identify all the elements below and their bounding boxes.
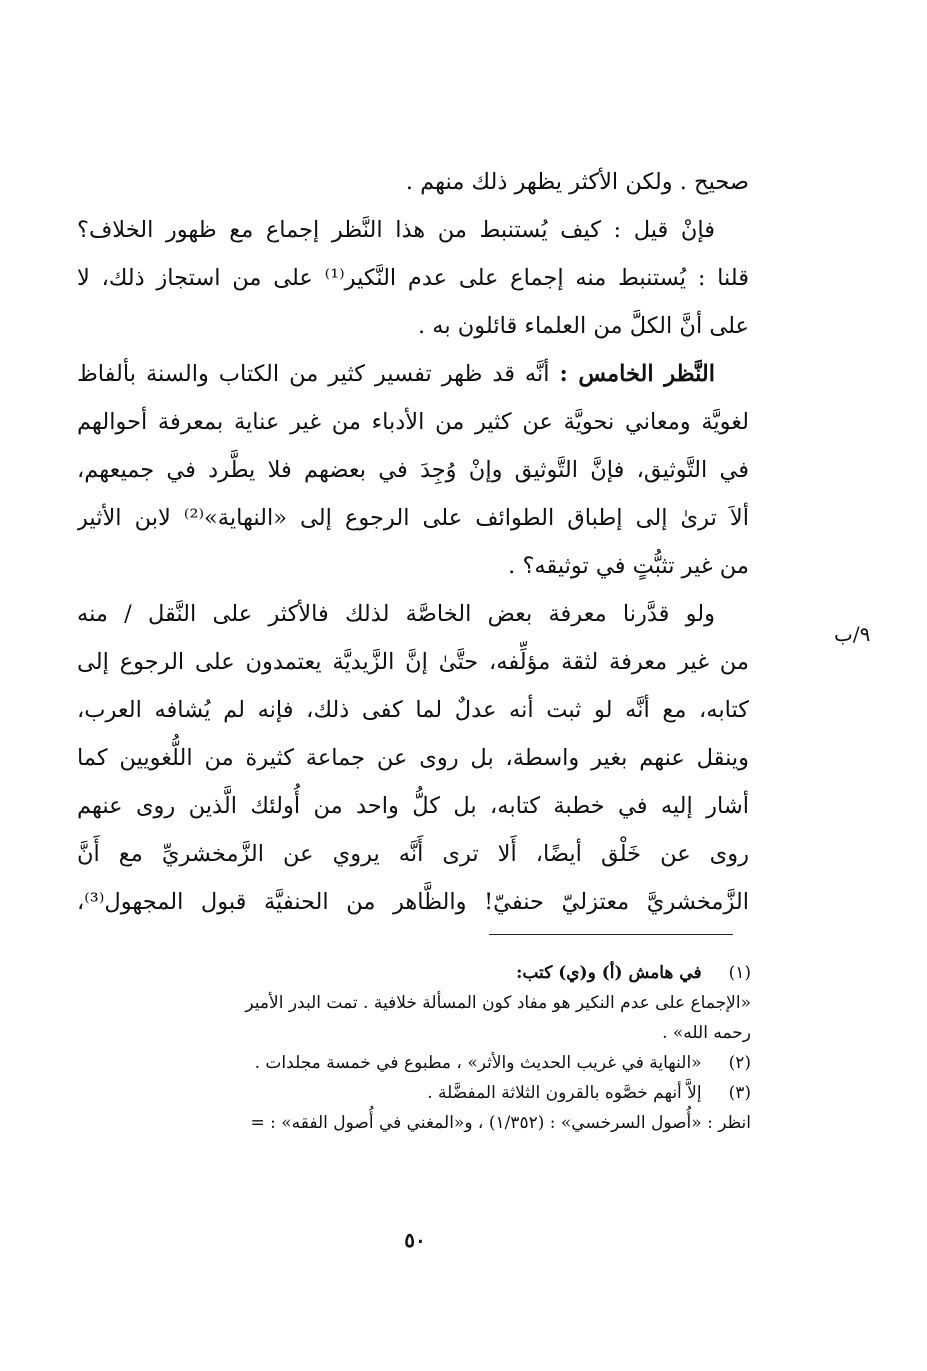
footnote-text: إلاَّ أنهم خصَّوه بالقرون الثلاثة المفضَّلة . [427,1083,702,1103]
footnote-line [79,958,751,988]
section-heading: النَّظر الخامس : [559,361,715,387]
text-line [77,350,749,398]
text-line: روى عن خَلْق أيضًا، أَلا ترى أَنَّه يروي عن الزَّمخشريِّ مع أَنَّ [77,841,749,867]
footnotes-block [79,958,751,1138]
text-line: صحيح . ولكن الأكثر يظهر ذلك منهم . [405,169,749,195]
footnote-lead: في هامش (أ) و(ي) كتب: [516,963,702,983]
text-line: في التَّوثيق، فإنَّ التَّوثيق وإنْ وُجِدَ في بعضهم فلا يطَّرد في جميعهم، [77,457,749,483]
footnote-text: «الإجماع على عدم النكير هو مفاد كون المسألة خلافية . تمت البدر الأمير [245,993,751,1013]
footnote-line [79,1108,751,1138]
footnote-number: (٢) [728,1053,751,1073]
manuscript-folio-marker: ٩/ب [834,622,871,646]
footnote-text: «النهاية في غريب الحديث والأثر» ، مطبوع في خمسة مجلدات . [254,1053,702,1073]
text-line: ألاَ ترىٰ إلى إطباق الطوائف على الرجوع إلى «النهاية»⁽²⁾ لابن الأثير [77,505,749,531]
text-line: الزَّمخشريَّ معتزليّ حنفيّ! والظَّاهر من الحنفيَّة قبول المجهول⁽³⁾، [77,889,749,915]
text-line: على أنَّ الكلَّ من العلماء قائلون به . [417,313,749,339]
footnote-number: (٣) [728,1083,751,1103]
footnote-line [79,1018,751,1048]
text-line: فإنْ قيل : كيف يُستنبط من هذا النَّظر إجماع مع ظهور الخلاف؟ [77,217,715,243]
footnote-line [79,1078,751,1108]
footnote-divider [489,934,733,935]
text-line-rest: أنَّه قد ظهر تفسير كثير من الكتاب والسنة بألفاظ [77,361,560,387]
text-line: من غير تثبُّتٍ في توثيقه؟ . [508,553,749,579]
text-line: كتابه، مع أنَّه لو ثبت أنه عدلٌ لما كفى ذلك، فإنه لم يُشافه العرب، [77,697,749,723]
main-text-block [77,158,749,926]
text-line: من غير معرفة لثقة مؤلِّفه، حتَّىٰ إنَّ الزَّيديَّة يعتمدون على الرجوع إلى [77,649,749,675]
text-line: قلنا : يُستنبط منه إجماع على عدم النَّكير⁽¹⁾ على من استجاز ذلك، لا [77,265,749,291]
page-number: ٥٠ [404,1228,426,1252]
footnote-text: انظر : «أُصول السرخسي» : (١/٣٥٢) ، و«المغني في أُصول الفقه» : = [250,1113,751,1133]
text-line: لغويَّة ومعاني نحويَّة عن كثير من الأدباء من غير عناية بمعرفة أحوالهم [77,409,749,435]
footnote-number: (١) [728,963,751,983]
text-line: ولو قدَّرنا معرفة بعض الخاصَّة لذلك فالأكثر على النَّقل / منه [77,601,715,627]
text-line: أشار إليه في خطبة كتابه، بل كلُّ واحد من أُولئك الَّذين روى عنهم [77,793,749,819]
footnote-text: رحمه الله» . [662,1023,751,1043]
footnote-line [79,988,751,1018]
footnote-line [79,1048,751,1078]
text-line: وينقل عنهم بغير واسطة، بل روى عن جماعة كثيرة من اللُّغويين كما [77,745,749,771]
